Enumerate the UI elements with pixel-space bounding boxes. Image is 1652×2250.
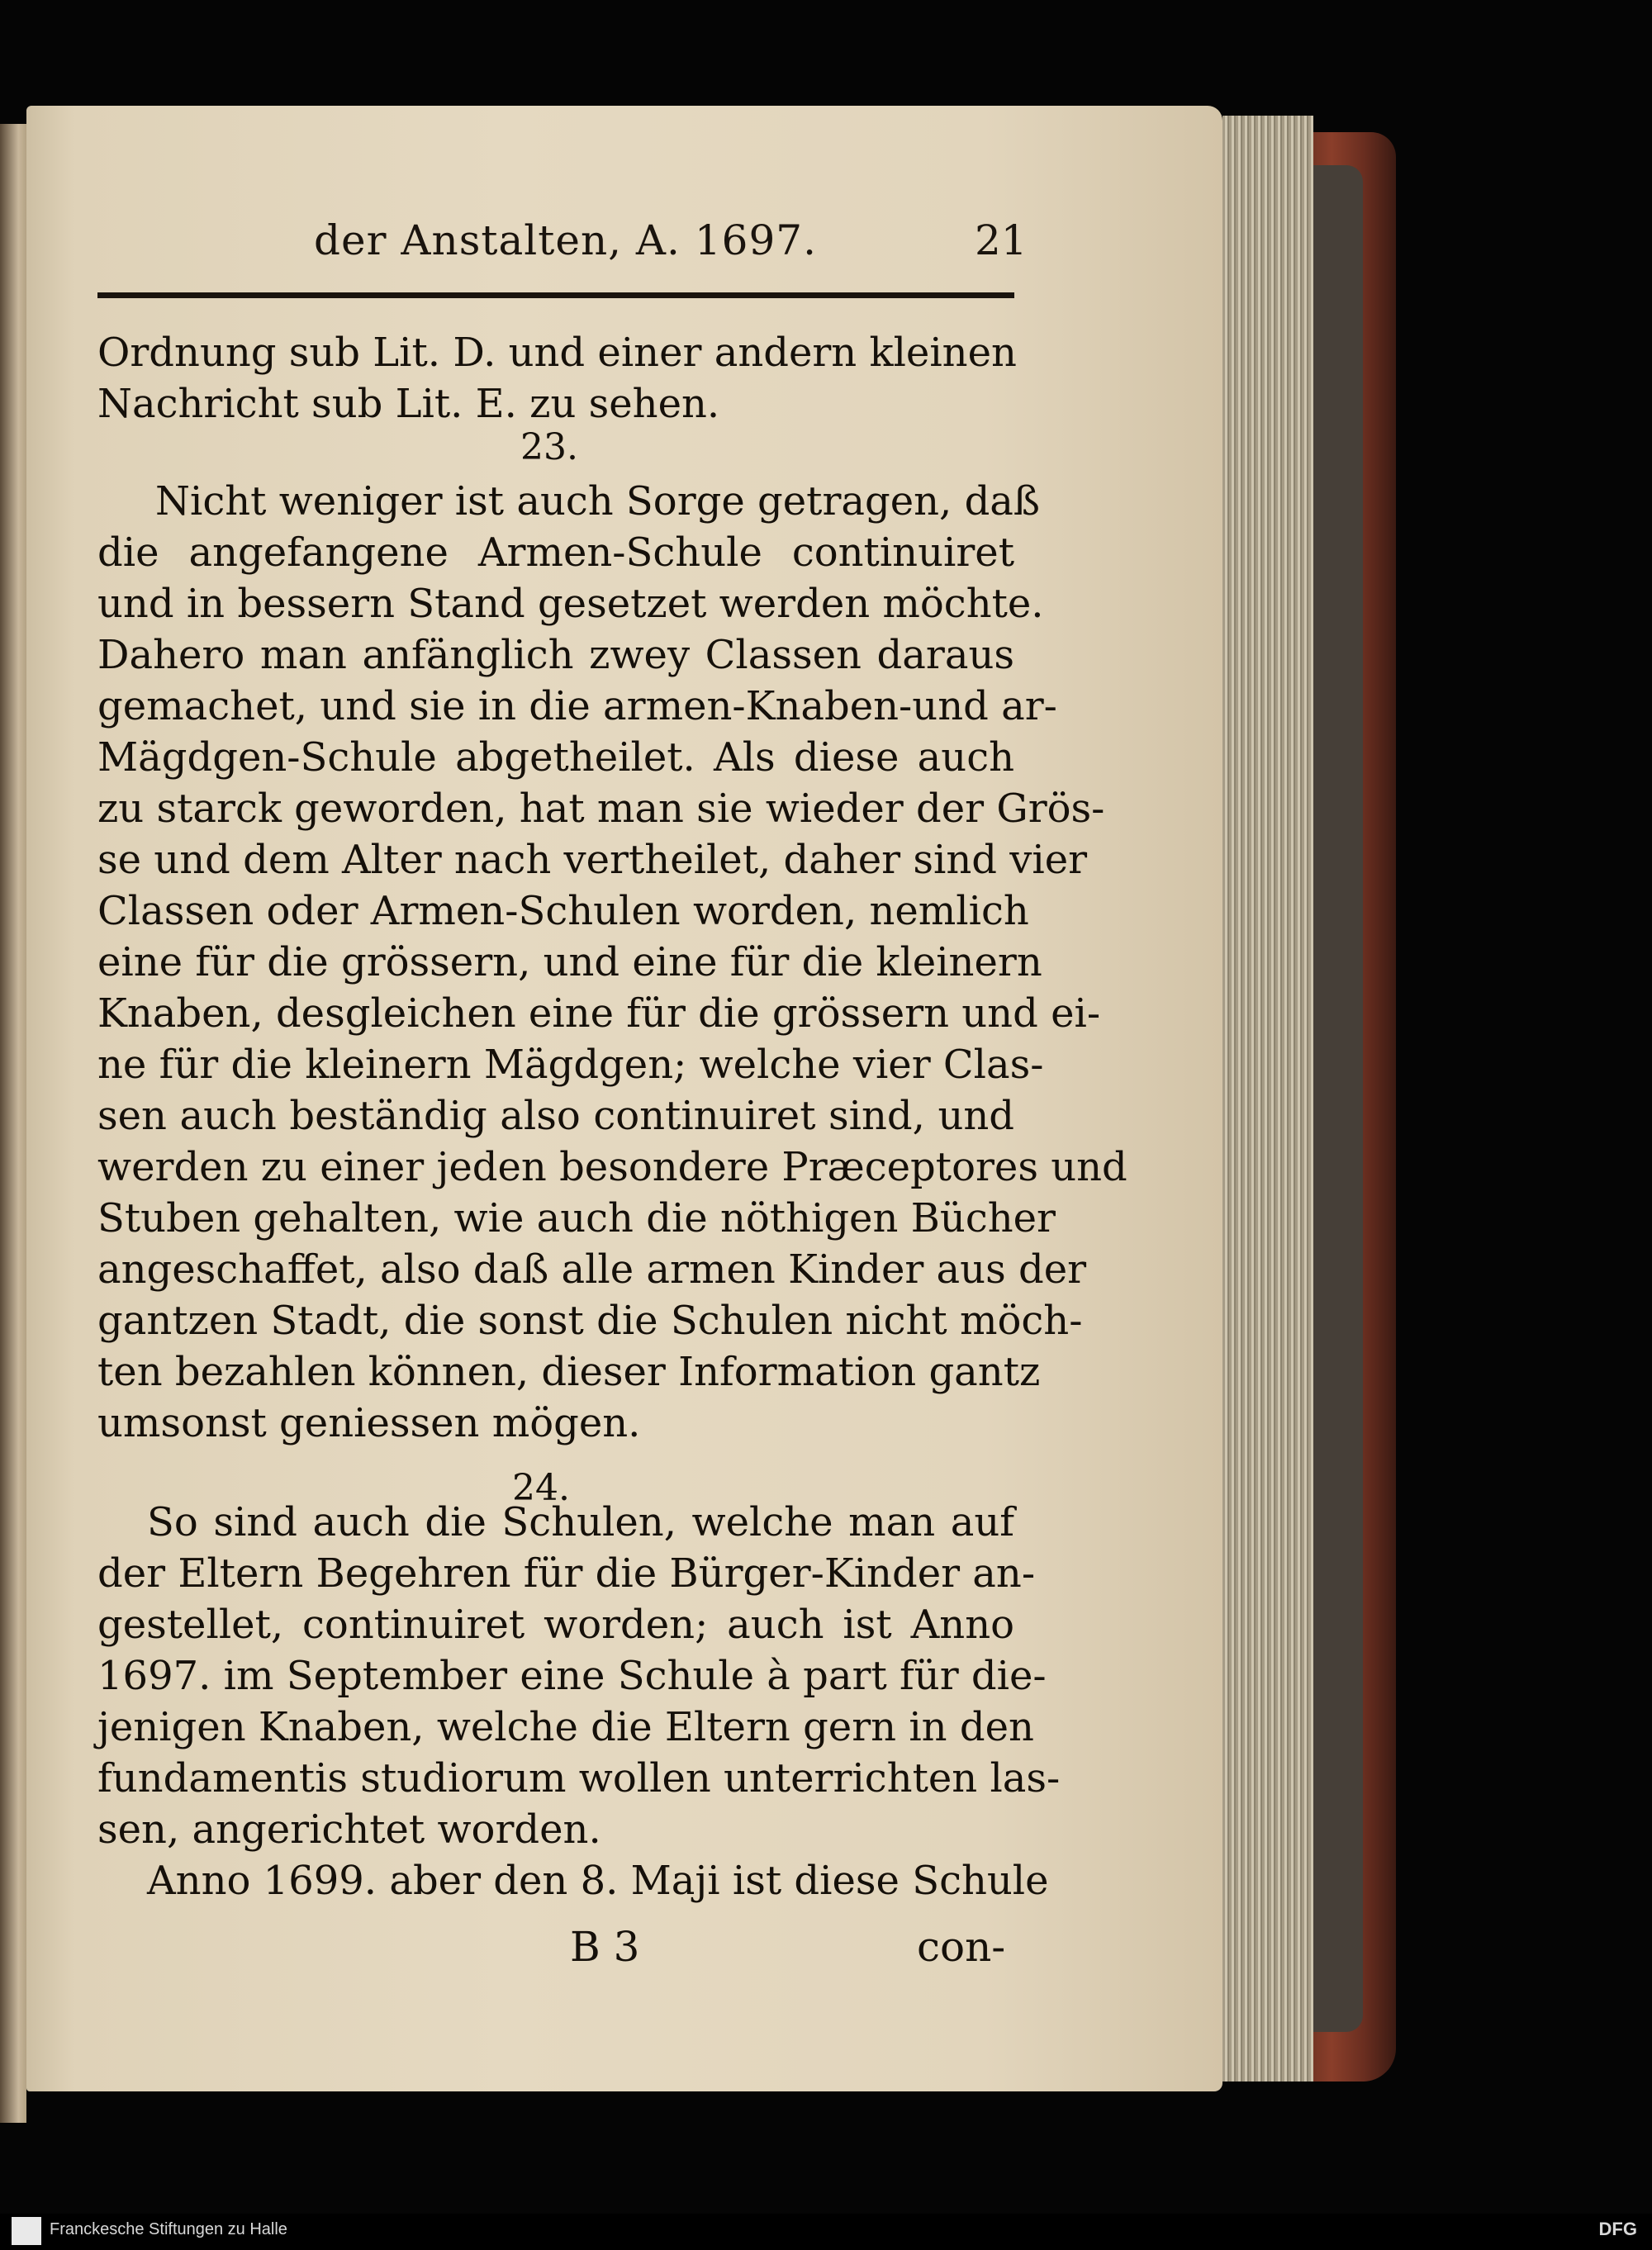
- signature-mark: B 3: [570, 1923, 640, 1971]
- text-line: ne für die kleinern Mägdgen; welche vier Clas-: [97, 1042, 1044, 1088]
- footer-institution: Franckesche Stiftungen zu Halle: [50, 2220, 287, 2238]
- text-line: Classen oder Armen-Schulen worden, nemlich: [97, 888, 1029, 934]
- text-line: ten bezahlen können, dieser Information gantz: [97, 1349, 1041, 1395]
- text-line: Nicht weniger ist auch Sorge getragen, daß: [155, 478, 1040, 525]
- text-line: gemachet, und sie in die armen-Knaben-und ar-: [97, 683, 1057, 729]
- text-line: gantzen Stadt, die sonst die Schulen nicht möch-: [97, 1298, 1083, 1344]
- text-line: jenigen Knaben, welche die Eltern gern in den: [97, 1704, 1034, 1750]
- text-line: die angefangene Armen-Schule continuiret: [97, 529, 1014, 576]
- page-block-edges: [1222, 116, 1313, 2081]
- section-23-text: [97, 476, 1127, 1449]
- catchword: con-: [917, 1923, 1006, 1971]
- institution-logo-icon: [12, 2217, 41, 2245]
- text-line: angeschaffet, also daß alle armen Kinder aus der: [97, 1246, 1087, 1293]
- page-number: 21: [975, 216, 1028, 264]
- text-line: sen auch beständig also continuiret sind, und: [97, 1093, 1014, 1139]
- text-line: 1697. im September eine Schule à part für die-: [97, 1653, 1047, 1699]
- text-line: fundamentis studiorum wollen unterrichten las-: [97, 1755, 1061, 1801]
- cover-inner: [1313, 165, 1363, 2032]
- header-rule: [97, 292, 1014, 298]
- text-line: der Eltern Begehren für die Bürger-Kinder an-: [97, 1550, 1036, 1597]
- text-line: Nachricht sub Lit. E. zu sehen.: [97, 381, 720, 427]
- text-line: werden zu einer jeden besondere Præceptores und: [97, 1144, 1127, 1190]
- section-number-24: 24.: [512, 1467, 570, 1509]
- text-line: Knaben, desgleichen eine für die grössern und ei-: [97, 990, 1101, 1037]
- text-line: eine für die grössern, und eine für die kleinern: [97, 939, 1042, 985]
- paragraph-continuation: [97, 327, 1017, 430]
- text-line: umsonst geniessen mögen.: [97, 1400, 641, 1446]
- section-24-text: [97, 1497, 1061, 1906]
- text-line: zu starck geworden, hat man sie wieder der Grös-: [97, 786, 1105, 832]
- left-page-edge: [0, 124, 26, 2123]
- text-line: se und dem Alter nach vertheilet, daher sind vier: [97, 837, 1088, 883]
- text-line: Dahero man anfänglich zwey Classen daraus: [97, 632, 1014, 678]
- text-line: Anno 1699. aber den 8. Maji ist diese Schule: [147, 1858, 1049, 1904]
- text-line: Ordnung sub Lit. D. und einer andern kleinen: [97, 330, 1017, 376]
- text-line: sen, angerichtet worden.: [97, 1806, 601, 1853]
- text-line: Mägdgen-Schule abgetheilet. Als diese auch: [97, 734, 1014, 781]
- running-head: der Anstalten, A. 1697.: [314, 216, 817, 264]
- footer-sponsor: DFG: [1598, 2219, 1637, 2239]
- text-line: gestellet, continuiret worden; auch ist Anno: [97, 1602, 1014, 1648]
- text-line: und in bessern Stand gesetzet werden möchte.: [97, 581, 1044, 627]
- text-line: Stuben gehalten, wie auch die nöthigen Bücher: [97, 1195, 1056, 1241]
- text-line: So sind auch die Schulen, welche man auf: [147, 1499, 1014, 1545]
- section-number-23: 23.: [520, 426, 578, 468]
